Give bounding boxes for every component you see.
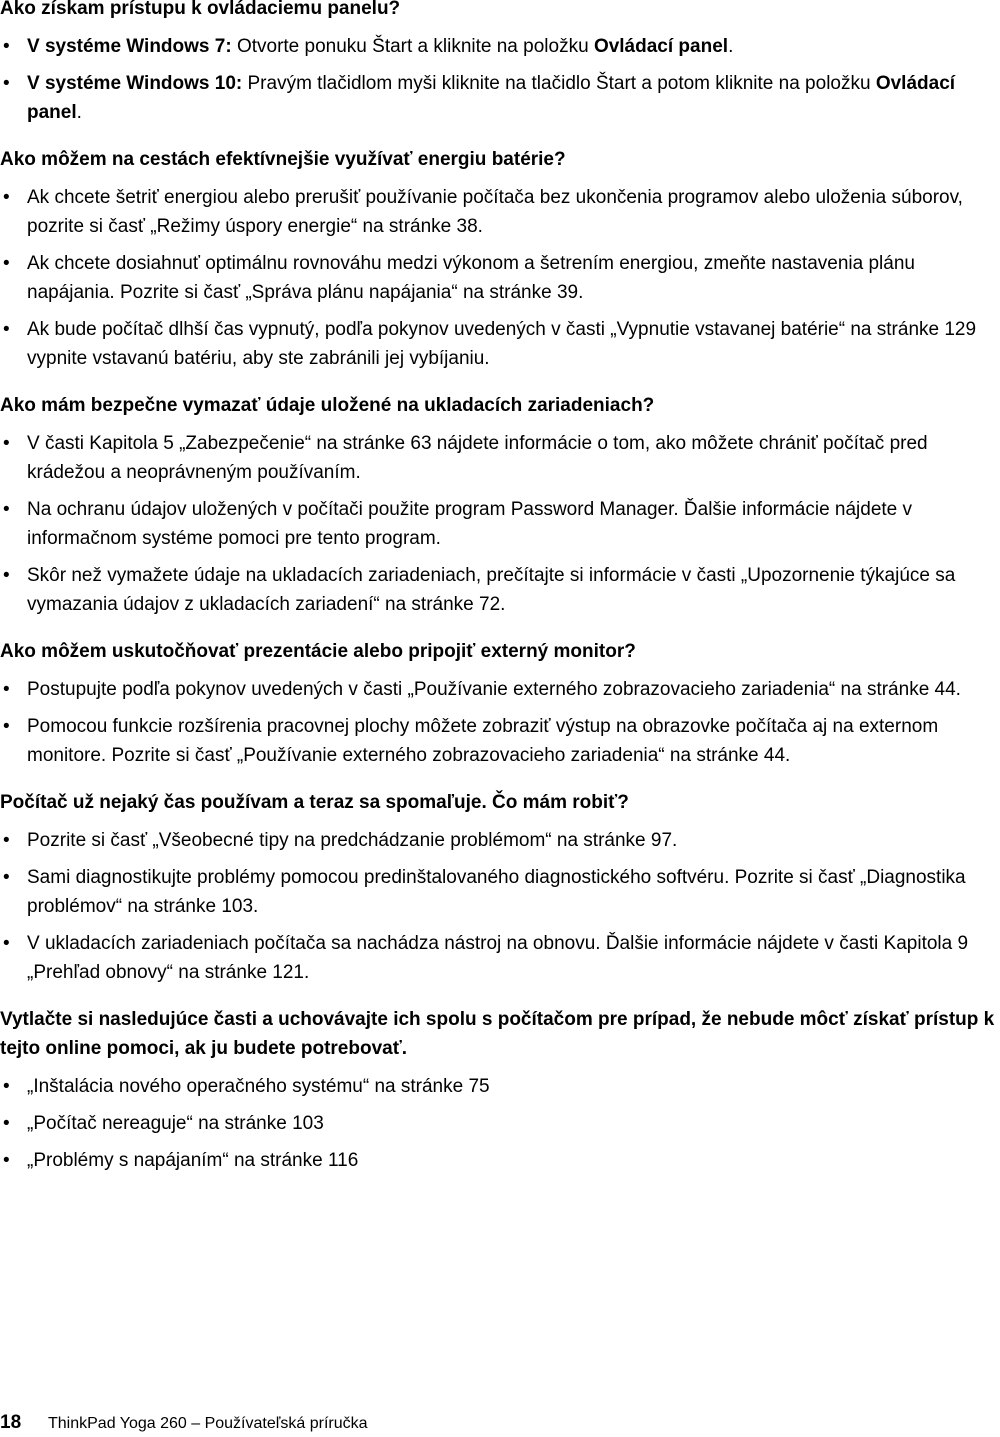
list-item: • Pomocou funkcie rozšírenia pracovnej plochy môžete zobraziť výstup na obrazovke počítača aj na externom monitore. Pozrite si časť „Používanie externého zobrazovacieho zariadenia“ na stránke 44. [0,712,996,770]
item-bold-text: V systéme Windows 7: [27,36,232,57]
item-text: Pravým tlačidlom myši kliknite na tlačidlo Štart a potom kliknite na položku [242,73,876,94]
list-item: • „Počítač nereaguje“ na stránke 103 [0,1109,996,1138]
page-number: 18 [0,1412,22,1433]
bullet-list [0,1072,996,1175]
list-item: • V časti Kapitola 5 „Zabezpečenie“ na stránke 63 nájdete informácie o tom, ako môžete chrániť počítač pred krádežou a neoprávneným používaním. [0,429,996,487]
section-heading: Ako získam prístupu k ovládaciemu panelu? [0,0,401,19]
bullet-list [0,32,996,127]
bullet-list [0,429,996,619]
item-bold-text: Ovládací panel [593,36,729,57]
list-item: • Postupujte podľa pokynov uvedených v časti „Používanie externého zobrazovacieho zariadenia“ na stránke 44. [0,675,996,704]
item-text: Otvorte ponuku Štart a kliknite na položku [231,36,594,57]
list-item: • „Inštalácia nového operačného systému“ na stránke 75 [0,1072,996,1101]
list-item: • Ak bude počítač dlhší čas vypnutý, podľa pokynov uvedených v časti „Vypnutie vstavanej batérie“ na stránke 129 vypnite vstavanú batériu, aby ste zabránili jej vybíjaniu. [0,315,996,373]
list-item: • „Problémy s napájaním“ na stránke 116 [0,1146,996,1175]
bullet-list [0,183,996,373]
footer-title: ThinkPad Yoga 260 – Používateľská príručka [48,1415,368,1432]
section-heading: Ako môžem uskutočňovať prezentácie alebo pripojiť externý monitor? [0,641,636,662]
list-item [0,32,996,61]
faq-section-battery [0,145,996,373]
item-bold-text: Ovládací panel [27,73,956,123]
bullet-list [0,826,996,987]
faq-section-print-these [0,1005,996,1175]
faq-section-slow-computer [0,788,996,987]
faq-section-control-panel [0,0,996,127]
list-item [0,69,996,127]
faq-section-secure-erase [0,391,996,619]
item-text: . [76,102,82,123]
list-item: • V ukladacích zariadeniach počítača sa nachádza nástroj na obnovu. Ďalšie informácie nájdete v časti Kapitola 9 „Prehľad obnovy“ na stránke 121. [0,929,996,987]
page-footer [0,1411,368,1436]
bullet-list [0,675,996,770]
section-heading: Ako mám bezpečne vymazať údaje uložené na ukladacích zariadeniach? [0,395,655,416]
section-heading: Ako môžem na cestách efektívnejšie využívať energiu batérie? [0,149,566,170]
list-item: • Sami diagnostikujte problémy pomocou predinštalovaného diagnostického softvéru. Pozrite si časť „Diagnostika problémov“ na stránke 103. [0,863,996,921]
list-item: • Pozrite si časť „Všeobecné tipy na predchádzanie problémom“ na stránke 97. [0,826,996,855]
item-bold-text: V systéme Windows 10: [27,73,243,94]
list-item: • Skôr než vymažete údaje na ukladacích zariadeniach, prečítajte si informácie v časti „Upozornenie týkajúce sa vymazania údajov z ukladacích zariadení“ na stránke 72. [0,561,996,619]
section-heading: Vytlačte si nasledujúce časti a uchovávajte ich spolu s počítačom pre prípad, že nebude môcť získať prístup k tejto online pomoci, ak ju budete potrebovať. [0,1009,995,1059]
faq-section-external-monitor [0,637,996,770]
list-item: • Ak chcete dosiahnuť optimálnu rovnováhu medzi výkonom a šetrením energiou, zmeňte nastavenia plánu napájania. Pozrite si časť „Správa plánu napájania“ na stránke 39. [0,249,996,307]
list-item: • Ak chcete šetriť energiou alebo prerušiť používanie počítača bez ukončenia programov alebo uloženia súborov, pozrite si časť „Režimy úspory energie“ na stránke 38. [0,183,996,241]
list-item: • Na ochranu údajov uložených v počítači použite program Password Manager. Ďalšie informácie nájdete v informačnom systéme pomoci pre tento program. [0,495,996,553]
item-text: . [728,36,734,57]
section-heading: Počítač už nejaký čas používam a teraz sa spomaľuje. Čo mám robiť? [0,792,629,813]
